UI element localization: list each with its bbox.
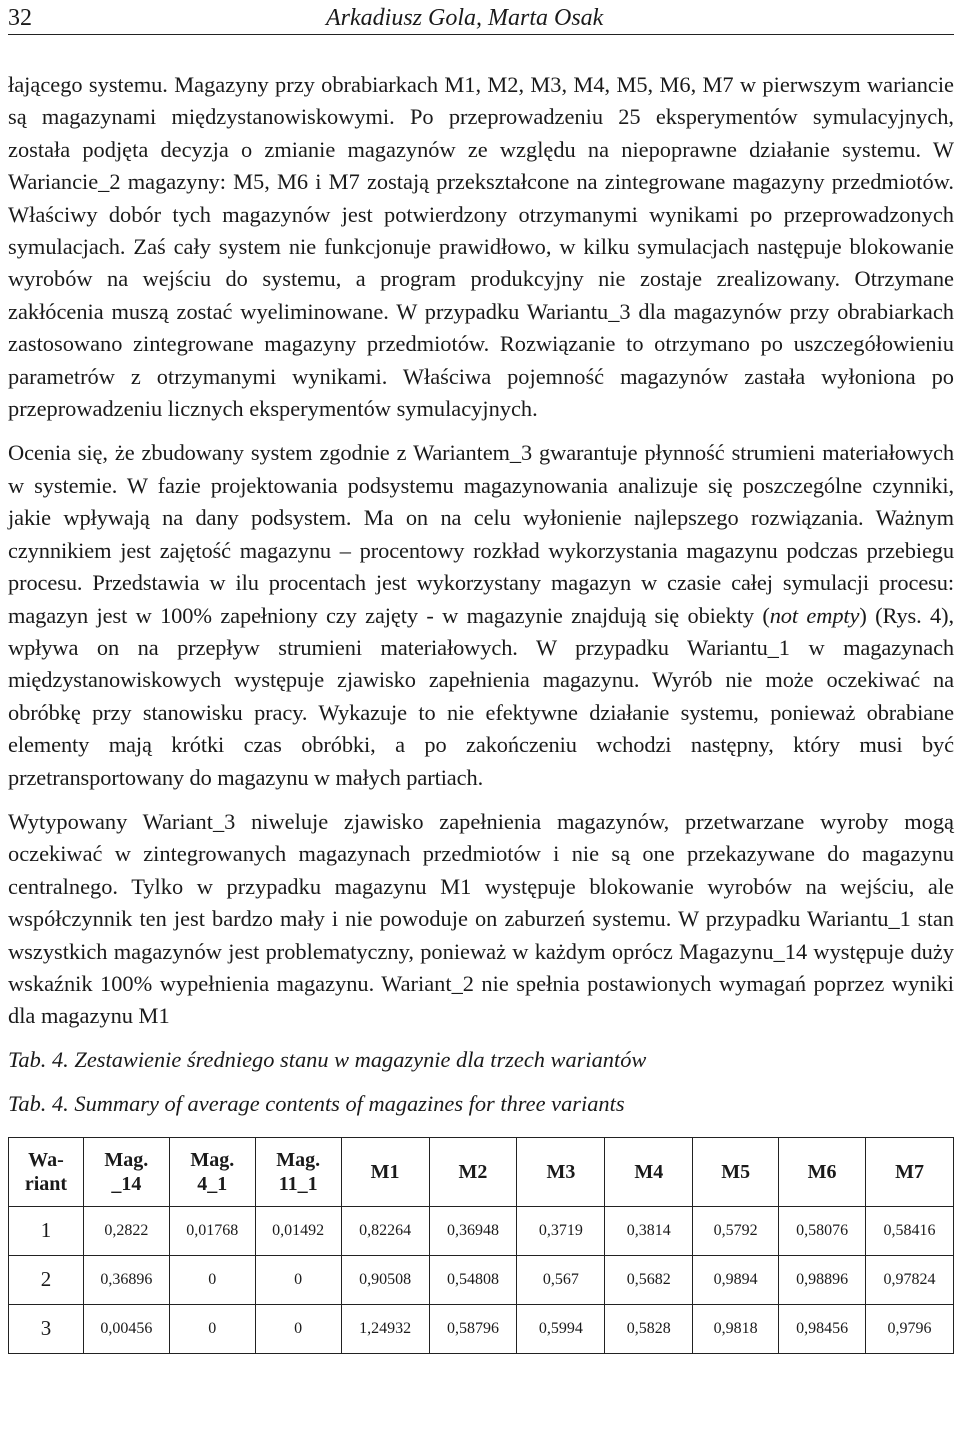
header-mag-14: Mag. _14	[83, 1137, 169, 1206]
page-number: 32	[8, 5, 32, 31]
body-paragraph-1: łającego systemu. Magazyny przy obrabiarkach M1, M2, M3, M4, M5, M6, M7 w pierwszym wariancie są magazynami międzystanowiskowymi. Po przeprowadzeniu 25 eksperymentów symulacyjnych, została podjęta decyzja o zmianie magazynów ze względu na niepoprawne działanie systemu. W Wariancie_2 magazyny: M5, M6 i M7 zostają przekształcone na zintegrowane magazyny przedmiotów. Właściwy dobór tych magazynów jest potwierdzony otrzymanymi wynikami po przeprowadzonych symulacjach. Zaś cały system nie funkcjonuje prawidłowo, w kilku symulacjach następuje blokowanie wyrobów na wejściu do systemu, a program produkcyjny nie zostaje zrealizowany. Otrzymane zakłócenia muszą zostać wyeliminowane. W przypadku Wariantu_3 dla magazynów przy obrabiarkach zastosowano zintegrowane magazyny przedmiotów. Rozwiązanie to otrzymano po uszczegółowieniu parametrów z otrzymanymi wynikami. Właściwa pojemność magazynów zastała wyłoniona po przeprowadzeniu licznych eksperymentów symulacyjnych.	[8, 72, 954, 422]
header-mag-4-1: Mag. 4_1	[169, 1137, 255, 1206]
header-m4: M4	[605, 1137, 693, 1206]
running-header	[8, 4, 954, 35]
table-cell: 0,9894	[693, 1255, 779, 1304]
body-paragraph-3: Wytypowany Wariant_3 niweluje zjawisko zapełnienia magazynów, przetwarzane wyroby mogą oczekiwać w zintegrowanych magazynach przedmiotów i nie są one przekazywane do magazynu centralnego. Tylko w przypadku magazynu M1 występuje blokowanie wyrobów na wejściu, ale współczynnik ten jest bardzo mały i nie powoduje on zaburzeń systemu. W przypadku Wariantu_1 stan wszystkich magazynów jest problematyczny, ponieważ w każdym oprócz Magazynu_14 występuje duży wskaźnik 100% wypełnienia magazynu. Wariant_2 nie spełnia postawionych wymagań poprzez wyniki dla magazynu M1	[8, 808, 954, 1029]
table-cell: 0,82264	[341, 1206, 429, 1255]
table-caption-polish: Tab. 4. Zestawienie średniego stanu w magazynie dla trzech wariantów	[8, 1046, 647, 1072]
table-cell: 0	[255, 1255, 341, 1304]
table-cell: 0,3719	[517, 1206, 605, 1255]
table-cell: 0	[169, 1304, 255, 1353]
header-m5: M5	[693, 1137, 779, 1206]
table-cell: 0,567	[517, 1255, 605, 1304]
table-cell: 0,58416	[866, 1206, 954, 1255]
table-cell: 0,58076	[779, 1206, 866, 1255]
table-cell: 0,5792	[693, 1206, 779, 1255]
header-m6: M6	[779, 1137, 866, 1206]
table-cell: 0,5828	[605, 1304, 693, 1353]
italic-term-not-empty: not empty	[769, 602, 860, 628]
table-cell: 0,9796	[866, 1304, 954, 1353]
table-cell: 0,00456	[83, 1304, 169, 1353]
header-mag-11-1: Mag. 11_1	[255, 1137, 341, 1206]
table-cell: 0,3814	[605, 1206, 693, 1255]
table-row	[9, 1206, 954, 1255]
table-cell: 0,01768	[169, 1206, 255, 1255]
table-cell: 3	[9, 1304, 84, 1353]
table-cell: 0,01492	[255, 1206, 341, 1255]
table-cell: 1	[9, 1206, 84, 1255]
table-cell: 0,54808	[429, 1255, 517, 1304]
table-cell: 0,98456	[779, 1304, 866, 1353]
table-cell: 0,90508	[341, 1255, 429, 1304]
table-cell: 2	[9, 1255, 84, 1304]
header-wariant: Wa- riant	[9, 1137, 84, 1206]
table-cell: 0	[255, 1304, 341, 1353]
table-cell: 0,36896	[83, 1255, 169, 1304]
table-cell: 0,9818	[693, 1304, 779, 1353]
body-paragraph-2-part-b: ) (Rys. 4), wpływa on na przepływ strumieni materiałowych. W przypadku Wariantu_1 w magazynach międzystanowiskowych występuje zjawisko zapełnienia magazynu. Wyrób nie może oczekiwać na obróbkę przy stanowisku pracy. Wykazuje to nie efektywne działanie systemu, ponieważ obrabiane elementy mają krótki czas obróbki, a po zakończeniu wchodzi następny, który musi być przetransportowany do magazynu w małych partiach.	[8, 602, 954, 790]
body-paragraph-2-part-a: Ocenia się, że zbudowany system zgodnie z Wariantem_3 gwarantuje płynność strumieni materiałowych w systemie. W fazie projektowania podsystemu magazynowania analizuje się poszczególne czynniki, jakie wpływają na dany podsystem. Ma on na celu wyłonienie najlepszego rozwiązania. Ważnym czynnikiem jest zajętość magazynu – procentowy rozkład wykorzystania magazynu podczas przebiegu procesu. Przedstawia w ilu procentach jest wykorzystany magazyn w czasie całej symulacji procesu: magazyn jest w 100% zapełniony czy zajęty - w magazynie znajdują się obiekty (	[8, 440, 954, 628]
header-m7: M7	[866, 1137, 954, 1206]
table-row	[9, 1304, 954, 1353]
document-page	[8, 0, 954, 1354]
table-row	[9, 1255, 954, 1304]
table-cell: 0,58796	[429, 1304, 517, 1353]
table-cell: 0,2822	[83, 1206, 169, 1255]
table-cell: 0,98896	[779, 1255, 866, 1304]
table-header-row	[9, 1137, 954, 1206]
table-caption-english: Tab. 4. Summary of average contents of magazines for three variants	[8, 1090, 625, 1116]
running-header-authors: Arkadiusz Gola, Marta Osak	[326, 5, 604, 31]
table-cell: 0,5682	[605, 1255, 693, 1304]
table-cell: 0,36948	[429, 1206, 517, 1255]
header-m3: M3	[517, 1137, 605, 1206]
table-cell: 0	[169, 1255, 255, 1304]
body-paragraph-2	[8, 437, 954, 793]
results-table	[8, 1137, 954, 1354]
table-cell: 0,97824	[866, 1255, 954, 1304]
header-m2: M2	[429, 1137, 517, 1206]
table-cell: 0,5994	[517, 1304, 605, 1353]
table-cell: 1,24932	[341, 1304, 429, 1353]
header-m1: M1	[341, 1137, 429, 1206]
